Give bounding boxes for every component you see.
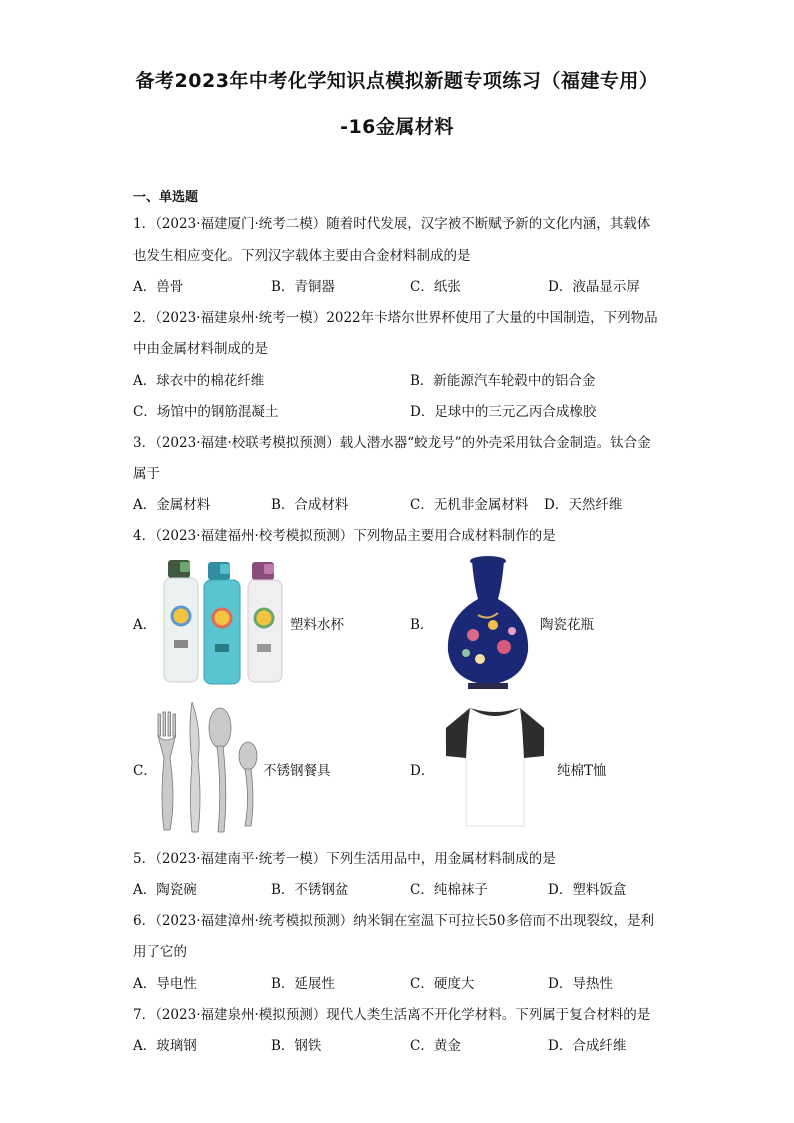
q1-option-c: C．纸张 xyxy=(410,279,461,295)
q1-option-d: D．液晶显示屏 xyxy=(548,279,640,295)
q5-option-c: C．纯棉袜子 xyxy=(410,882,488,898)
q2-option-c: C．场馆中的钢筋混凝土 xyxy=(133,404,279,420)
q1-stem-line1: 1．（2023·福建厦门·统考二模）随着时代发展，汉字被不断赋予新的文化内涵，其载体 xyxy=(133,216,651,232)
q5-option-b: B．不锈钢盆 xyxy=(271,882,349,898)
q1-option-a: A．兽骨 xyxy=(133,279,184,295)
q3-option-b: B．合成材料 xyxy=(271,497,349,513)
cutlery-image xyxy=(152,700,262,836)
doc-title-line2: -16金属材料 xyxy=(340,116,454,138)
doc-title-line1: 备考2023年中考化学知识点模拟新题专项练习（福建专用） xyxy=(135,70,659,92)
q3-option-c: C．无机非金属材料 xyxy=(410,497,529,513)
q7-stem-line1: 7．（2023·福建泉州·模拟预测）现代人类生活离不开化学材料。下列属于复合材料的是 xyxy=(133,1007,651,1023)
q5-option-d: D．塑料饭盒 xyxy=(548,882,627,898)
q5-option-a: A．陶瓷碗 xyxy=(133,882,197,898)
q3-option-d: D．天然纤维 xyxy=(544,497,623,513)
q3-option-a: A．金属材料 xyxy=(133,497,211,513)
q7-option-b: B．钢铁 xyxy=(271,1038,322,1054)
plastic-bottles-image xyxy=(160,560,290,688)
porcelain-vase-image xyxy=(438,555,538,691)
q6-option-d: D．导热性 xyxy=(548,976,613,992)
q6-option-a: A．导电性 xyxy=(133,976,197,992)
q7-option-d: D．合成纤维 xyxy=(548,1038,627,1054)
q4-stem-line1: 4．（2023·福建福州·校考模拟预测）下列物品主要用合成材料制作的是 xyxy=(133,528,556,544)
q6-option-b: B．延展性 xyxy=(271,976,335,992)
q5-stem-line1: 5．（2023·福建南平·统考一模）下列生活用品中，用金属材料制成的是 xyxy=(133,851,556,867)
q7-option-a: A．玻璃钢 xyxy=(133,1038,197,1054)
q2-stem-line2: 中由金属材料制成的是 xyxy=(133,341,268,357)
q6-option-c: C．硬度大 xyxy=(410,976,475,992)
q2-option-a: A．球衣中的棉花纤维 xyxy=(133,373,265,389)
q4-option-c-letter: C． xyxy=(133,763,157,779)
q1-stem-line2: 也发生相应变化。下列汉字载体主要由合金材料制成的是 xyxy=(133,248,471,264)
cotton-tshirt-image xyxy=(440,702,550,830)
q2-option-b: B．新能源汽车轮毂中的铝合金 xyxy=(410,373,596,389)
q4-option-b-letter: B． xyxy=(410,617,434,633)
q3-stem-line2: 属于 xyxy=(133,466,160,482)
q4-option-d-letter: D． xyxy=(410,763,435,779)
q6-stem-line1: 6．（2023·福建漳州·统考模拟预测）纳米铜在室温下可拉长50多倍而不出现裂纹，是利 xyxy=(133,913,654,929)
q3-stem-line1: 3．（2023·福建·校联考模拟预测）载人潜水器“蛟龙号”的外壳采用钛合金制造。钛合金 xyxy=(133,435,651,451)
q4-option-d-label: 纯棉T恤 xyxy=(557,763,607,779)
q6-stem-line2: 用了它的 xyxy=(133,944,187,960)
q2-option-d: D．足球中的三元乙丙合成橡胶 xyxy=(410,404,597,420)
q7-option-c: C．黄金 xyxy=(410,1038,461,1054)
q4-option-c-label: 不锈钢餐具 xyxy=(263,763,331,779)
q4-option-b-label: 陶瓷花瓶 xyxy=(540,617,594,633)
q4-option-a-letter: A． xyxy=(133,617,157,633)
q2-stem-line1: 2．（2023·福建泉州·统考一模）2022年卡塔尔世界杯使用了大量的中国制造，下列物品 xyxy=(133,310,658,326)
section-heading: 一、单选题 xyxy=(133,190,199,205)
q4-option-a-label: 塑料水杯 xyxy=(290,617,344,633)
q1-option-b: B．青铜器 xyxy=(271,279,335,295)
